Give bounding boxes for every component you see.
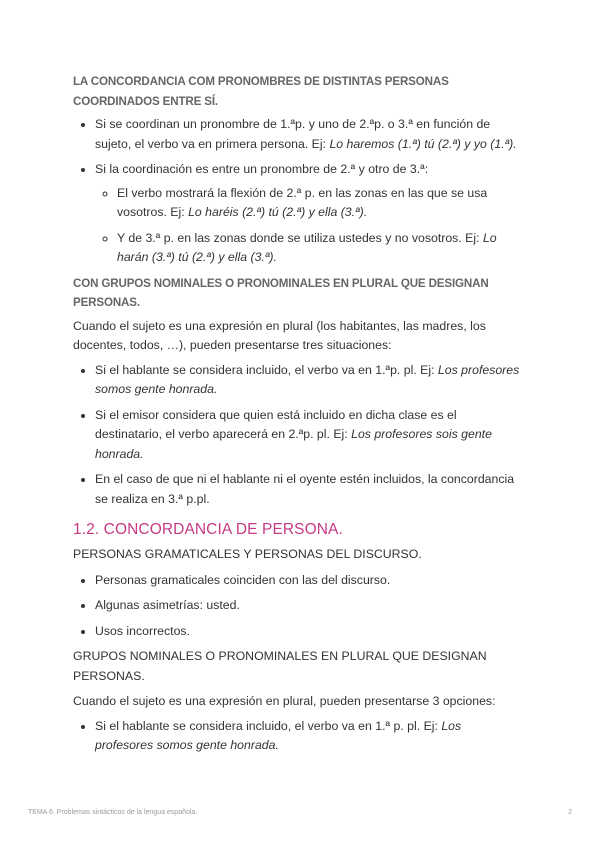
item-text: Si el hablante se considera incluido, el verbo va en 1.ªp. pl. Ej:	[95, 362, 438, 377]
paragraph: Cuando el sujeto es una expresión en plural (los habitantes, las madres, los docentes, todos, …), pueden presentarse tres situaciones:	[73, 318, 486, 352]
list-item	[95, 406, 521, 465]
example-text: Los profesores somos gente honrada.	[95, 362, 520, 396]
page-footer	[28, 809, 572, 816]
item-text: En el caso de que ni el hablante ni el oyente estén incluidos, la concordancia se realiza en 3.ª p.pl.	[95, 472, 515, 506]
sub-list-item	[117, 184, 521, 223]
list-item: • Algunas asimetrías: usted.	[95, 596, 521, 616]
sub-list	[95, 184, 521, 268]
item-text: El verbo mostrará la flexión de 2.ª p. en las zonas en las que se usa vosotros. Ej:	[117, 185, 488, 219]
list-item	[95, 470, 521, 509]
bullet-list	[73, 361, 521, 510]
list-item: • Usos incorrectos.	[95, 622, 521, 642]
list-item	[95, 160, 521, 268]
item-text: Si el hablante se considera incluido, el verbo va en 1.ª p. pl. Ej:	[95, 718, 442, 733]
list-item: • Personas gramaticales coinciden con las del discurso.	[95, 571, 521, 591]
page-number: 2	[568, 809, 572, 816]
example-text: Lo harán (3.ª) tú (2.ª) y ella (3.ª).	[117, 230, 497, 264]
list-item	[95, 115, 521, 154]
item-text: Y de 3.ª p. en las zonas donde se utiliza ustedes y no vosotros. Ej:	[117, 230, 483, 245]
page-content	[73, 72, 521, 762]
example-text: Lo haréis (2.ª) tú (2.ª) y ella (3.ª).	[188, 205, 368, 219]
list-item	[95, 717, 521, 756]
section-heading-coordinated-pronouns: LA CONCORDANCIA COM PRONOMBRES DE DISTINTAS PERSONAS COORDINADOS ENTRE SÍ.	[73, 75, 449, 108]
item-text: Si se coordinan un pronombre de 1.ªp. y uno de 2.ªp. o 3.ª en función de sujeto, el verbo va en primera persona. Ej:	[95, 117, 491, 151]
item-text: Si el emisor considera que quien está incluido en dicha clase es el destinatario, el verbo aparecerá en 2.ªp. pl. Ej:	[95, 407, 457, 441]
example-text: Los profesores somos gente honrada.	[95, 718, 462, 752]
subheading-personas: PERSONAS GRAMATICALES Y PERSONAS DEL DISCURSO.	[73, 547, 422, 561]
subheading-grupos: GRUPOS NOMINALES O PRONOMINALES EN PLURAL QUE DESIGNAN PERSONAS.	[73, 649, 487, 683]
bullet-list	[73, 115, 521, 268]
section-title-concordancia-persona: 1.2. CONCORDANCIA DE PERSONA.	[73, 521, 343, 538]
example-text: Los profesores sois gente honrada.	[95, 427, 492, 461]
bullet-list	[73, 717, 521, 756]
footer-title: TEMA 6. Problemas sintácticos de la lengua española.	[28, 809, 198, 816]
sub-list-item	[117, 229, 521, 268]
paragraph: Cuando el sujeto es una expresión en plural, pueden presentarse 3 opciones:	[73, 694, 496, 708]
section-heading-plural-groups: CON GRUPOS NOMINALES O PRONOMINALES EN PLURAL QUE DESIGNAN PERSONAS.	[73, 276, 489, 309]
item-text: Si la coordinación es entre un pronombre de 2.ª y otro de 3.ª:	[95, 162, 429, 176]
list-item	[95, 361, 521, 400]
bullet-list	[73, 571, 521, 642]
example-text: Lo haremos (1.ª) tú (2.ª) y yo (1.ª).	[329, 136, 517, 151]
